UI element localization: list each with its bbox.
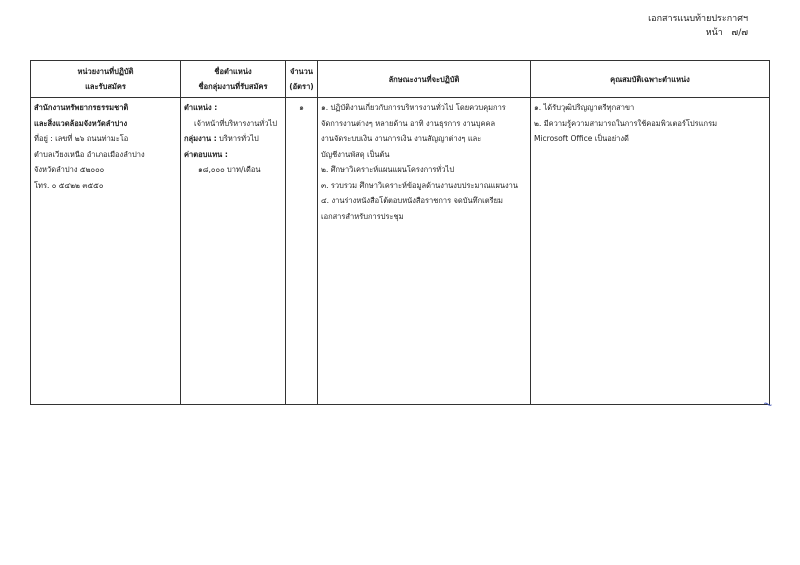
col-header-count: จำนวน (อัตรา) bbox=[286, 61, 318, 98]
duty-line: บัญชีงานพัสดุ เป็นต้น bbox=[321, 149, 390, 159]
agency-address-line1: ที่อยู่ : เลขที่ ๒๖ ถนนท่ามะโอ bbox=[34, 134, 129, 143]
position-label: ตำแหน่ง : bbox=[184, 103, 218, 112]
qualification-line: Microsoft Office เป็นอย่างดี bbox=[534, 134, 629, 143]
pay-value: ๑๘,๐๐๐ บาท/เดือน bbox=[198, 165, 261, 174]
page-number: ๗/๗ bbox=[731, 28, 748, 38]
agency-name-line2: และสิ่งแวดล้อมจังหวัดลำปาง bbox=[34, 118, 128, 128]
agency-address-line3: จังหวัดลำปาง ๕๒๐๐๐ bbox=[34, 165, 105, 174]
pay-label: ค่าตอบแทน : bbox=[184, 149, 228, 159]
qualifications-cell bbox=[531, 98, 770, 405]
qualification-line: ๑. ได้รับวุฒิปริญญาตรีทุกสาขา bbox=[534, 103, 635, 112]
group-line bbox=[184, 131, 282, 147]
job-table bbox=[30, 60, 770, 405]
duty-line: เอกสารสำหรับการประชุม bbox=[321, 211, 404, 221]
page-header bbox=[648, 12, 748, 40]
duties-cell bbox=[318, 98, 531, 405]
table-header-row bbox=[31, 61, 770, 98]
agency-cell bbox=[31, 98, 181, 405]
position-cell bbox=[181, 98, 286, 405]
duty-line: ๑. ปฏิบัติงานเกี่ยวกับการบริหารงานทั่วไป โดยควบคุมการ bbox=[321, 103, 506, 112]
duty-line: จัดการงานต่างๆ หลายด้าน อาทิ งานธุรการ งานบุคคล bbox=[321, 118, 496, 128]
duty-line: ๔. งานร่างหนังสือโต้ตอบหนังสือราชการ จดบันทึกเตรียม bbox=[321, 196, 503, 205]
group-label: กลุ่มงาน : bbox=[184, 134, 217, 143]
col-header-qualifications: คุณสมบัติเฉพาะตำแหน่ง bbox=[531, 61, 770, 98]
page-number-line bbox=[648, 26, 748, 40]
col-header-position: ชื่อตำแหน่ง ชื่อกลุ่มงานที่รับสมัคร bbox=[181, 61, 286, 98]
position-count: ๑ bbox=[299, 103, 304, 112]
group-value: บริหารทั่วไป bbox=[219, 134, 259, 143]
duty-line: งานจัดระบบเงิน งานการเงิน งานสัญญาต่างๆ และ bbox=[321, 134, 482, 143]
agency-phone: โทร. ๐ ๕๔๒๒ ๓๕๕๐ bbox=[34, 180, 104, 190]
page-label: หน้า bbox=[705, 28, 723, 38]
qualification-line: ๒. มีความรู้ความสามารถในการใช้คอมพิวเตอร์โปรแกรม bbox=[534, 118, 718, 128]
agency-address-line2: ตำบลเวียงเหนือ อำเภอเมืองลำปาง bbox=[34, 149, 145, 159]
duty-line: ๓. รวบรวม ศึกษาวิเคราะห์ข้อมูลด้านงานงบประมาณแผนงาน bbox=[321, 180, 519, 190]
table-row bbox=[31, 98, 770, 405]
document-title: เอกสารแนบท้ายประกาศฯ bbox=[648, 14, 748, 24]
agency-name-line1: สำนักงานทรัพยากรธรรมชาติ bbox=[34, 103, 129, 112]
col-header-agency: หน่วยงานที่ปฏิบัติ และรับสมัคร bbox=[31, 61, 181, 98]
duty-line: ๒. ศึกษาวิเคราะห์แผนแผนโครงการทั่วไป bbox=[321, 165, 455, 174]
pen-mark-icon: ~ bbox=[760, 395, 776, 413]
count-cell bbox=[286, 98, 318, 405]
position-value: เจ้าหน้าที่บริหารงานทั่วไป bbox=[194, 118, 278, 128]
col-header-duties: ลักษณะงานที่จะปฏิบัติ bbox=[318, 61, 531, 98]
